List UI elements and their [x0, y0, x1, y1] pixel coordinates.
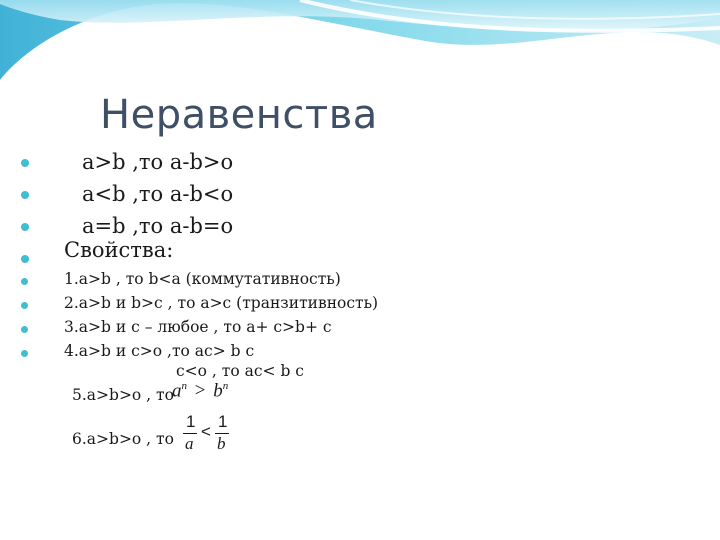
power-formula	[172, 380, 228, 402]
bullet-icon	[21, 159, 29, 167]
formula-exp: n	[222, 380, 229, 392]
fraction-left-den: a	[185, 434, 194, 453]
inequality-item: a>b ,то a-b>o	[82, 150, 234, 174]
fraction-formula	[180, 412, 240, 456]
property-item-continuation: c<o , то ac< b c	[176, 362, 304, 380]
property-item: 2.a>b и b>c , то a>c (транзитивность)	[64, 294, 379, 312]
bullet-icon	[21, 223, 29, 231]
fraction-right-den: b	[217, 434, 226, 453]
formula-op: >	[194, 380, 206, 402]
inequality-item: a<b ,то a-b<o	[82, 182, 234, 206]
property-item: 3.a>b и c – любое , то a+ c>b+ c	[64, 318, 332, 336]
properties-heading: Свойства:	[64, 238, 174, 262]
property-item: 1.a>b , то b<a (коммутативность)	[64, 270, 341, 288]
formula-exp: n	[181, 380, 187, 392]
bullet-icon	[21, 278, 28, 285]
inequality-item: a=b ,то a-b=o	[82, 214, 234, 238]
formula-a: a	[172, 380, 182, 402]
fraction-left-num: 1	[186, 412, 196, 431]
bullet-icon	[21, 302, 28, 309]
bullet-icon	[21, 191, 29, 199]
formula-b: b	[213, 380, 223, 402]
property-item: 4.a>b и c>o ,то ac> b c	[64, 342, 255, 360]
property-item: 6.a>b>o , то	[72, 430, 174, 448]
bullet-icon	[21, 326, 28, 333]
fraction-right-num: 1	[218, 412, 228, 431]
fraction-op: <	[201, 422, 211, 441]
property-item: 5.a>b>o , то	[72, 386, 174, 404]
bullet-icon	[21, 255, 29, 263]
header-decoration	[0, 0, 720, 90]
bullet-icon	[21, 350, 28, 357]
slide-title: Неравенства	[100, 92, 378, 138]
